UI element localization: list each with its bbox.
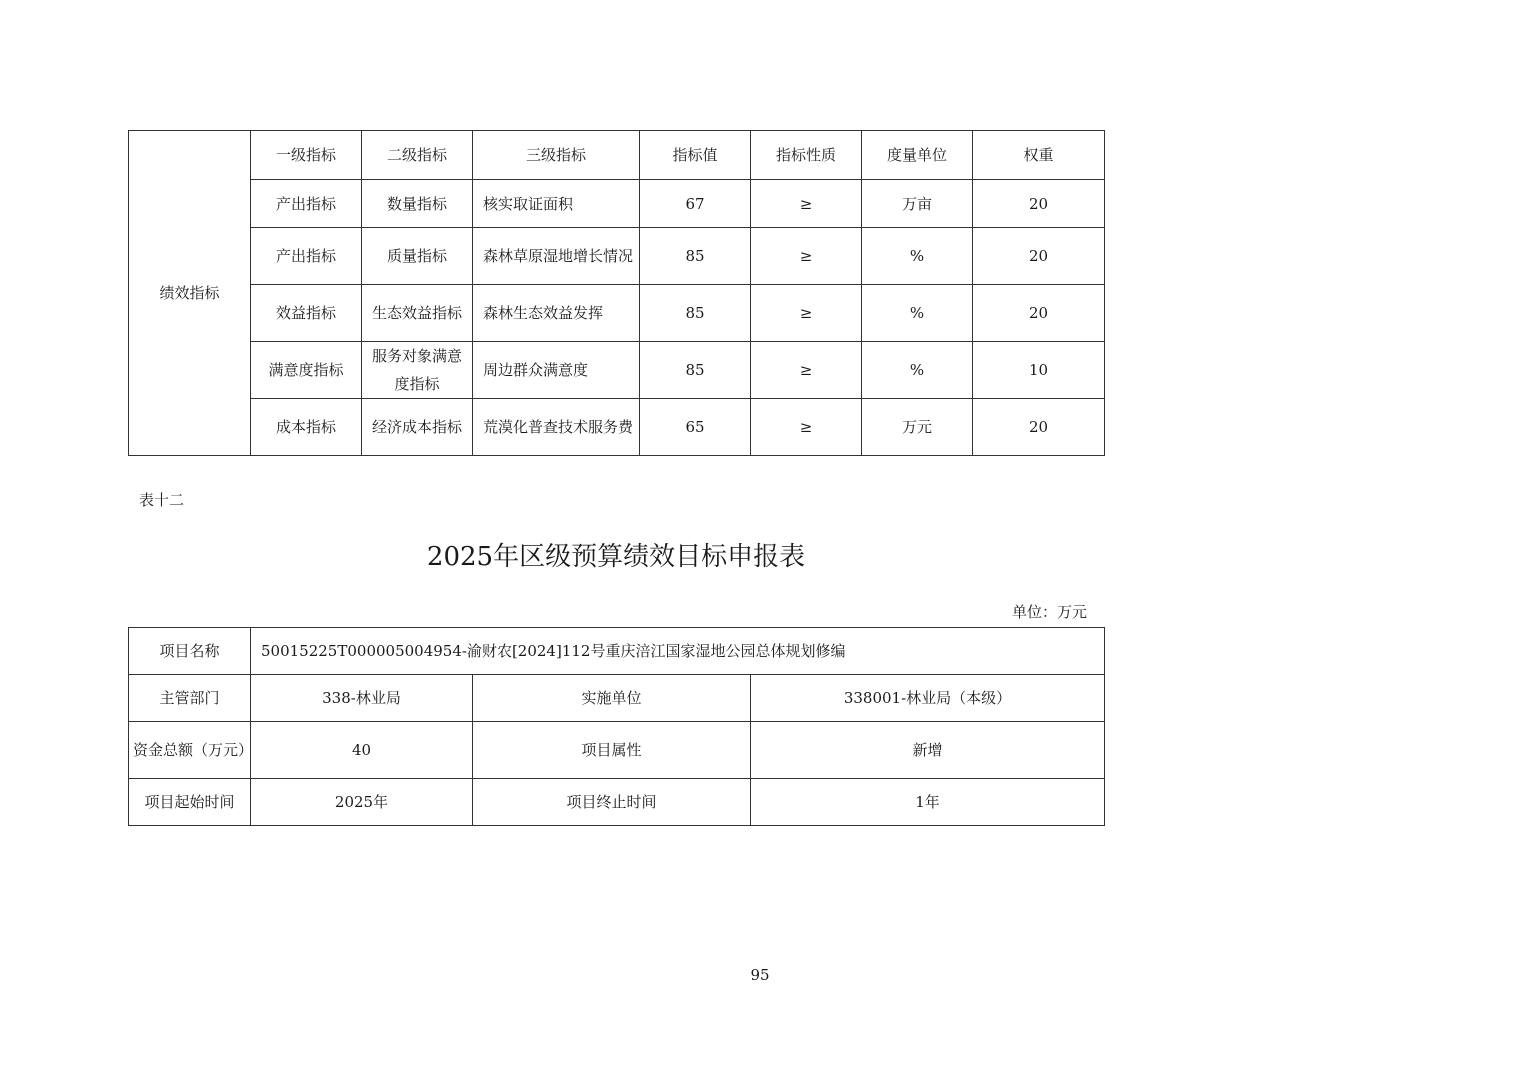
attr-value: 新增 [751,722,1105,779]
table-row [129,399,1105,456]
cell-unit: % [862,228,973,285]
cell-nature: ≥ [751,342,862,399]
cell-level3: 森林草原湿地增长情况 [473,228,640,285]
cell-nature: ≥ [751,285,862,342]
cell-weight: 10 [973,342,1105,399]
cell-value: 85 [640,342,751,399]
cell-level2: 生态效益指标 [362,285,473,342]
project-info-table [128,627,1105,826]
cell-level1: 成本指标 [251,399,362,456]
header-cell: 度量单位 [862,131,973,180]
header-cell: 一级指标 [251,131,362,180]
cell-unit: 万元 [862,399,973,456]
table-number: 表十二 [139,491,185,509]
header-cell: 指标值 [640,131,751,180]
cell-level1: 产出指标 [251,228,362,285]
attr-label: 项目属性 [473,722,751,779]
cell-level1: 满意度指标 [251,342,362,399]
header-cell: 三级指标 [473,131,640,180]
project-name-value: 50015225T000005004954-渝财农[2024]112号重庆涪江国家湿地公园总体规划修编 [251,628,1105,675]
page-title: 2025年区级预算绩效目标申报表 [426,542,806,572]
cell-level2: 质量指标 [362,228,473,285]
start-label: 项目起始时间 [129,779,251,826]
table-row [129,779,1105,826]
cell-value: 65 [640,399,751,456]
end-label: 项目终止时间 [473,779,751,826]
cell-unit: % [862,285,973,342]
header-cell: 指标性质 [751,131,862,180]
header-cell: 二级指标 [362,131,473,180]
table-row [129,628,1105,675]
impl-value: 338001-林业局（本级） [751,675,1105,722]
cell-level2: 服务对象满意度指标 [362,342,473,399]
cell-nature: ≥ [751,180,862,228]
cell-value: 85 [640,285,751,342]
table-row [129,722,1105,779]
cell-level3: 核实取证面积 [473,180,640,228]
cell-level2: 数量指标 [362,180,473,228]
cell-weight: 20 [973,285,1105,342]
table-row [129,180,1105,228]
cell-weight: 20 [973,180,1105,228]
cell-nature: ≥ [751,399,862,456]
cell-weight: 20 [973,228,1105,285]
start-value: 2025年 [251,779,473,826]
table-row [129,228,1105,285]
dept-value: 338-林业局 [251,675,473,722]
table-row [129,285,1105,342]
fund-label: 资金总额（万元） [129,722,251,779]
cell-unit: 万亩 [862,180,973,228]
project-name-label: 项目名称 [129,628,251,675]
page-number: 95 [750,966,770,984]
cell-unit: % [862,342,973,399]
table-row [129,675,1105,722]
performance-table [128,130,1105,456]
cell-weight: 20 [973,399,1105,456]
unit-label: 单位：万元 [1012,603,1088,621]
fund-value: 40 [251,722,473,779]
table-row [129,131,1105,180]
dept-label: 主管部门 [129,675,251,722]
cell-level3: 森林生态效益发挥 [473,285,640,342]
cell-nature: ≥ [751,228,862,285]
cell-value: 85 [640,228,751,285]
impl-label: 实施单位 [473,675,751,722]
table-row [129,342,1105,399]
cell-level1: 效益指标 [251,285,362,342]
cell-level3: 荒漠化普查技术服务费 [473,399,640,456]
section-label: 绩效指标 [129,131,251,456]
cell-value: 67 [640,180,751,228]
cell-level3: 周边群众满意度 [473,342,640,399]
header-cell: 权重 [973,131,1105,180]
cell-level2: 经济成本指标 [362,399,473,456]
cell-level1: 产出指标 [251,180,362,228]
end-value: 1年 [751,779,1105,826]
